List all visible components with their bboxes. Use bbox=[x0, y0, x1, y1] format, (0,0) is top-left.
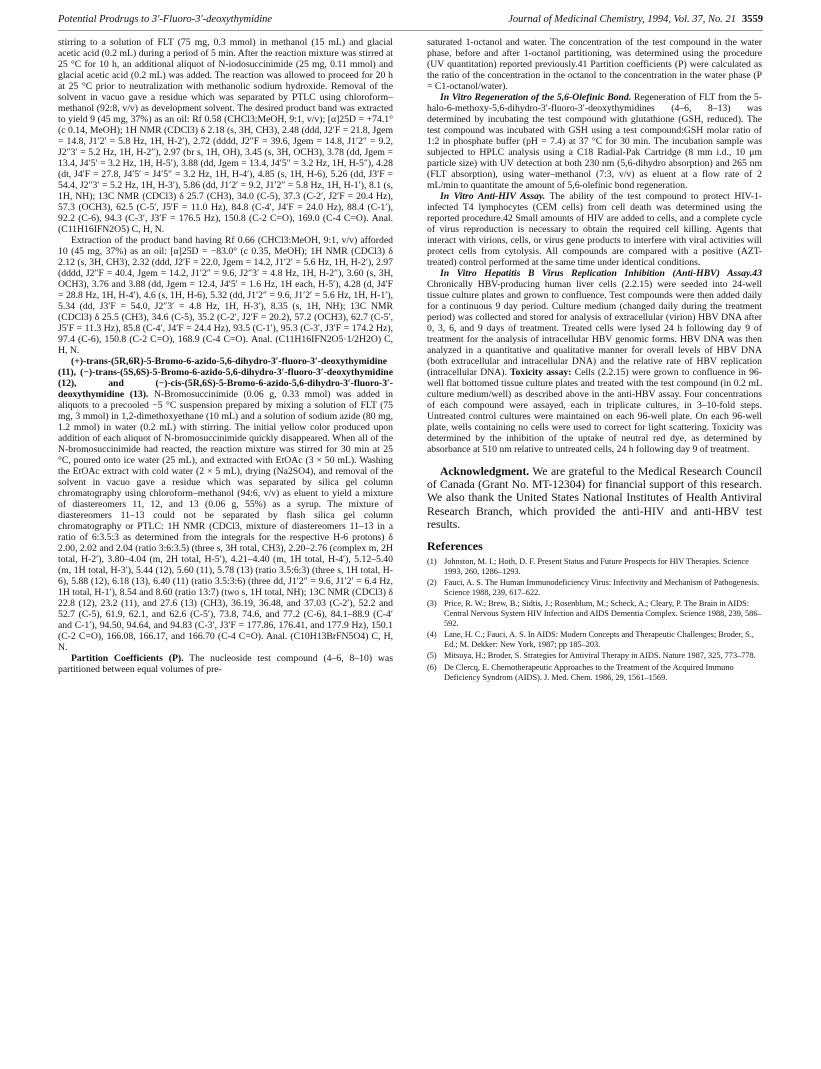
reference-text: Price, R. W.; Brew, B.; Sidtis, J.; Rosenblum, M.; Scheck, A.; Cleary, P. The Brain in AIDS: Central Nervous System HIV Infection and AIDS Dementia Complex. Science 1988, 239, 586–592. bbox=[444, 599, 762, 628]
compound-heading: (+)-trans-(5R,6R)-5-Bromo-6-azido-5,6-dihydro-3′-fluoro-3′-deoxythymidine (11), (−)-trans-(5S,6S)-5-Bromo-6-azido-5,6-dihydro-3′-fluoro-3′-deoxythymidine (12), and (−)-cis-(5R,6S)-5-Bromo-6-azido-5,6-dihydro-3′-fluoro-3′-deoxythymidine (13). bbox=[58, 356, 393, 400]
running-header bbox=[58, 12, 763, 31]
toxicity-text: Cells (2.2.15) were grown to confluence in 96-well flat bottomed tissue culture plates and treated with the test compound (in 0.2 mL culture medium/well) as described above in the anti-HBV assay. Four concentrations of each compound were assayed, each in triplicate cultures, in 3–10-fold steps. Untreated control cultures were maintained on each 96-well plate. On each 96-well plate, wells containing no cells were used to correct for light scattering. Toxicity was determined by the inhibition of the uptake of neutral red dye, as determined by absorbance at 510 nm relative to untreated cells, 24 h following day 9 of treatment. bbox=[427, 367, 762, 455]
reference-item bbox=[427, 651, 762, 661]
reference-number: (5) bbox=[427, 651, 437, 661]
journal-citation bbox=[508, 14, 763, 25]
partition-text: The nucleoside test compound (4–6, 8–10) was partitioned between equal volumes of pre- bbox=[58, 653, 393, 675]
running-title: Potential Prodrugs to 3′-Fluoro-3′-deoxythymidine bbox=[58, 14, 273, 25]
paragraph-synthesis-10: Extraction of the product band having Rf 0.66 (CHCl3:MeOH, 9:1, v/v) afforded 10 (45 mg, 37%) as an oil: [α]25D = −83.0° (c 0.35, MeOH); 1H NMR (CDCl3) δ 2.12 (s, 3H, CH3), 2.32 (ddd, J2′F = 22.0, Jgem = 14.2, J1′2′ = 5.6 Hz, 1H, H-2′), 2.97 (dddd, J2″F = 40.4, Jgem = 14.2, J1′2″ = 9.6, J2″3′ = 4.8 Hz, 1H, H-2″), 3.60 (s, 3H, OCH3), 3.76 and 3.88 (dd, Jgem = 12.4, J4′5′ = 1.6 Hz, 1H each, H-5′), 4.28 (d, J4′F = 28.8 Hz, 1H, H-4′), 4.6 (s, 1H, H-6), 5.32 (dd, J1′2″ = 9.6, J1′2′ = 5.6 Hz, 1H, H-1′), 5.34 (dd, J3′F = 54.0, J2″3′ = 4.8 Hz, 1H, H-3′), 8.35 (s, 1H, NH); 13C NMR (CDCl3) δ 25.5 (CH3), 34.6 (C-5), 35.2 (C-2′, J2′F = 20.2), 57.2 (OCH3), 62.7 (C-5′, J5′F = 11.3 Hz), 85.8 (C-4′, J4′F = 24.4 Hz), 93.5 (C-1′), 95.3 (C-3′, J3′F = 174.2 Hz), 97.4 (C-6), 150.8 (C-2 C=O), 168.9 (C-4 C=O). Anal. (C11H16IFN2O5·1/2H2O) C, H, N. bbox=[58, 235, 393, 356]
reference-item bbox=[427, 630, 762, 649]
paragraph-regeneration bbox=[427, 92, 762, 191]
reference-item bbox=[427, 663, 762, 682]
anti-hiv-text: The ability of the test compound to protect HIV-1-infected T4 lymphocytes (CEM cells) from cell death was determined using the reported procedure.42 Small amounts of HIV are added to cells, and a complete cycle of virus reproduction is necessary to obtain the required cell killing. Agents that interact with virions, cells, or virus gene products to interfere with viral activities will protect cells from cytolysis. All compounds are compared with a positive (AZT-treated) control performed at the same time under identical conditions. bbox=[427, 191, 762, 268]
regeneration-text: Regeneration of FLT from the 5-halo-6-methoxy-5,6-dihydro-3′-fluoro-3′-deoxythymidines (4–6, 8–13) was determined by incubating the test compound with glutathione (GSH, reduced). The test compound was incubated with GSH using a test compound:GSH molar ratio of 1:2 in phosphate buffer (pH = 7.4) at 37 °C for 30 min. The incubation sample was subjected to HPLC analysis using a C18 Radial-Pak Cartridge (8 mm i.d., 10 μm particle size) with UV detection at both 230 nm (5,6-dihydro absorption) and 265 nm (FLT absorption), using water–methanol (7:3, v/v) as eluent at a flow rate of 2 mL/min to quantitate the amount of 5,6-olefinic bond regeneration. bbox=[427, 92, 762, 191]
paragraph-synthesis-11-13 bbox=[58, 356, 393, 653]
journal-name: Journal of Medicinal Chemistry, 1994, Vol. 37, No. 21 bbox=[508, 14, 736, 25]
paragraph-synthesis-9: stirring to a solution of FLT (75 mg, 0.3 mmol) in methanol (15 mL) and glacial acetic acid (0.2 mL) during a period of 5 min. After the reaction mixture was stirred at 25 °C for 10 h, an additional aliquot of N-iodosuccinimide (25 mg, 0.11 mmol) and glacial acetic acid (0.2 mL) was added. The reaction was allowed to proceed for 20 h at 25 °C prior to neutralization with methanolic sodium hydroxide. Removal of the solvent in vacuo gave a residue which was separated by PTLC using chloroform–methanol (92:8, v/v) as development solvent. The desired product band was extracted to yield 9 (45 mg, 37%) as an oil: Rf 0.58 (CHCl3:MeOH, 9:1, v/v); [α]25D = +74.1° (c 0.14, MeOH); 1H NMR (CDCl3) δ 2.18 (s, 3H, CH3), 2.48 (ddd, J2′F = 21.8, Jgem = 14.8, J1′2′ = 5.8 Hz, 1H, H-2′), 2.72 (dddd, J2″F = 39.6, Jgem = 14.8, J1′2″ = 9.2, J2″3′ = 5.2 Hz, 1H, H-2″), 2.97 (br s, 1H, OH), 3.45 (s, 3H, OCH3), 3.78 (dd, Jgem = 13.4, J4′5′ = 3.2 Hz, 1H, H-5′), 3.88 (dd, Jgem = 13.4, J4′5″ = 3.2 Hz, 1H, H-5″), 4.28 (dt, J4′F = 27.8, J4′5′ = J4′5″ = 3.2 Hz, 1H, H-4′), 4.85 (s, 1H, H-6), 5.26 (dd, J3′F = 54.4, J2″3′ = 5.2 Hz, 1H, H-3′), 5.86 (dd, J1′2′ = 9.2, J1′2″ = 5.8 Hz, 1H, H-1′), 8.1 (s, 1H, NH); 13C NMR (CDCl3) δ 25.7 (CH3), 34.0 (C-5), 37.3 (C-2′, J2′F = 20.4 Hz), 57.3 (OCH3), 62.5 (C-5′, J5′F = 11.0 Hz), 84.8 (C-4′, J4′F = 24.0 Hz), 88.4 (C-1′), 92.2 (C-6), 94.3 (C-3′, J3′F = 176.5 Hz), 150.8 (C-2 C=O), 169.0 (C-4 C=O). Anal. (C11H16IFN2O5) C, H, N. bbox=[58, 37, 393, 235]
right-column bbox=[427, 37, 762, 684]
left-column bbox=[58, 37, 393, 675]
reference-text: Mitsuya, H.; Broder, S. Strategies for Antiviral Therapy in AIDS. Nature 1987, 325, 773–778. bbox=[444, 651, 756, 661]
reference-number: (1) bbox=[427, 557, 437, 567]
paragraph-partition-cont: saturated 1-octanol and water. The concentration of the test compound in the water phase, before and after 1-octanol partitioning, was determined using the procedure (UV quantitation) reported previously.41 Partition coefficients (P) were calculated as the ratio of the concentration in the octanol to the concentration in the water phase (P = C1-octanol/water). bbox=[427, 37, 762, 92]
anti-hbv-text: Chronically HBV-producing human liver cells (2.2.15) were seeded into 24-well tissue culture plates and grown to confluence. Test compounds were then added daily for a continuous 9 day period. Culture medium (changed daily during the treatment period) was collected and stored for analysis of extracellular (virion) HBV DNA after 0, 3, 6, and 9 days of treatment. Treated cells were lysed 24 h following day 9 of treatment for the analysis of intracellular HBV genomic forms. HBV DNA was then analyzed in a quantitative and qualitative manner for overall levels of HBV DNA (both extracellular and intracellular DNA) and the relative rate of HBV replication (intracellular DNA). bbox=[427, 279, 762, 378]
paragraph-anti-hiv bbox=[427, 191, 762, 268]
reference-item bbox=[427, 599, 762, 628]
regeneration-heading: In Vitro Regeneration of the 5,6-Olefinic Bond. bbox=[440, 92, 632, 103]
reference-item bbox=[427, 578, 762, 597]
reference-text: Fauci, A. S. The Human Immunodeficiency Virus: Infectivity and Mechanism of Pathogenesis. Science 1988, 239, 617–622. bbox=[444, 578, 760, 597]
anti-hbv-heading: In Vitro Hepatitis B Virus Replication Inhibition (Anti-HBV) Assay.43 bbox=[440, 268, 762, 279]
references-heading: References bbox=[427, 539, 483, 554]
reference-list bbox=[427, 557, 762, 682]
reference-text: Lane, H. C.; Fauci, A. S. In AIDS: Modern Concepts and Therapeutic Challenges; Broder, S., Ed.; M. Dekker: New York, 1987; pp 185–203. bbox=[444, 630, 754, 649]
partition-heading: Partition Coefficients (P). bbox=[71, 653, 184, 664]
acknowledgment bbox=[427, 465, 762, 531]
page-number: 3559 bbox=[742, 14, 763, 25]
reference-item bbox=[427, 557, 762, 576]
toxicity-heading: Toxicity assay: bbox=[506, 367, 572, 378]
compound-procedure: N-Bromosuccinimide (0.06 g, 0.33 mmol) was added in aliquots to a precooled −5 °C suspension prepared by mixing a solution of FLT (75 mg, 3 mmol) in 1,2-dimethoxyethane (10 mL) and a solution of sodium azide (80 mg, 1.2 mmol) in water (0.2 mL) with stirring. The initial yellow color produced upon addition of each aliquot of N-bromosuccinimide quickly disappeared. When all of the N-bromosuccinimide had reacted, the reaction mixture was stirred for 30 min at 25 °C, poured onto ice water (25 mL), and extracted with EtOAc (3 × 50 mL). Washing the EtOAc extract with cold water (2 × 5 mL), drying (Na2SO4), and removal of the solvent in vacuo gave a residue which was separated by silica gel column chromatography using chloroform–methanol (94:6, v/v) as eluent to yield a mixture of diastereomers 11, 12, and 13 (0.06 g, 55%) as a syrup. The mixture of diastereomers 11–13 could not be separated by flash silica gel column chromatography or PTLC: 1H NMR (CDCl3, mixture of diastereomers 11–13 in a ratio of 6:3.5:3 as determined from the integrals for the respective H-6 protons) δ 2.00, 2.02 and 2.04 (ratio 3:6:3.5) (three s, 3H total, CH3), 2.20–2.76 (complex m, 2H total, H-2′), 3.80–4.04 (m, 2H total, H-5′), 4.21–4.40 (m, 1H total, H-4′), 5.12–5.40 (m, 1H total, H-3′), 5.44 (12), 5.60 (11), 5.78 (13) (ratio 3.5:6:3) (three s, 1H total, H-6), 5.88 (12), 6.18 (13), 6.40 (11) (ratio 3.5:3:6) (three dd, J1′2″ = 9.6, J1′2′ = 6.4 Hz, 1H total, H-1′), 8.54 and 8.60 (ratio 13:7) (two s, 1H total, NH); 13C NMR (CDCl3) δ 22.8 (12), 23.2 (11), and 27.6 (13) (CH3), 36.19, 36.48, and 37.03 (C-2′), 52.2 and 52.7 (C-5), 61.9, 62.1, and 62.6 (C-5′), 73.8, 74.6, and 77.2 (C-6), 84.1–88.9 (C-4′ and C-1′), 94.50, 94.64, and 94.83 (C-3′, J3′F = 177.86, 176.41, and 177.9 Hz), 150.1 (C-2 C=O), 166.08, 166.17, and 166.70 (C-4 C=O). Anal. (C10H13BrFN5O4) C, H, N. bbox=[58, 389, 393, 653]
reference-number: (3) bbox=[427, 599, 437, 609]
acknowledgment-heading: Acknowledgment. bbox=[440, 465, 530, 478]
paragraph-anti-hbv bbox=[427, 268, 762, 455]
reference-number: (6) bbox=[427, 662, 437, 672]
paragraph-partition bbox=[58, 653, 393, 675]
reference-text: De Clercq, E. Chemotherapeutic Approaches to the Treatment of the Acquired Immuno Deficiency Syndrom (AIDS). J. Med. Chem. 1986, 29, 1561–1569. bbox=[444, 662, 734, 682]
anti-hiv-heading: In Vitro Anti-HIV Assay. bbox=[440, 191, 546, 202]
acknowledgment-text: We are grateful to the Medical Research Council of Canada (Grant No. MT-12304) for financial support of this research. We also thank the United States National Institutes of Health Antiviral Research Branch, which provided the anti-HIV and anti-HBV test results. bbox=[427, 465, 762, 531]
reference-number: (4) bbox=[427, 630, 437, 640]
reference-number: (2) bbox=[427, 578, 437, 588]
reference-text: Johnston, M. I.; Hoth, D. F. Present Status and Future Prospects for HIV Therapies. Science 1993, 260, 1286–1293. bbox=[444, 557, 749, 576]
